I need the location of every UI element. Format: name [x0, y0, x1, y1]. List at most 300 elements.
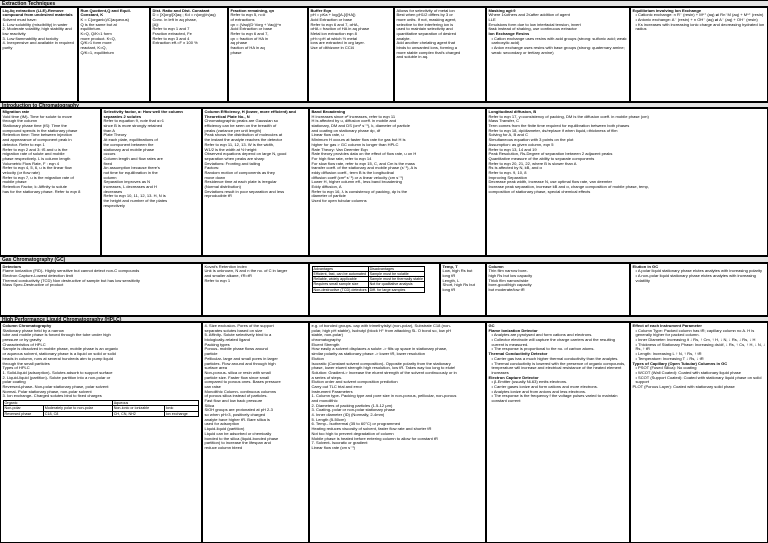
- longitudinal-title: Longitudinal diffusion, B: [488, 109, 537, 114]
- lle-box: [0, 7, 78, 102]
- text-line: Refer to eqn 1 and 7: [152, 26, 190, 32]
- dist-list: [153, 18, 226, 46]
- lle-list: [3, 18, 76, 51]
- text-line: (Normal distribution): [204, 184, 241, 189]
- text-line: Rate theory provides data on the effect of flow rate, u on H: [311, 151, 417, 157]
- text-line: Flame ionization (FID)- Highly sensitive but cannot detect non-C compounds: [2, 268, 140, 274]
- text-line: Q/K>1 form more: [80, 40, 112, 46]
- text-line: Linear flow rate, u: [311, 132, 344, 138]
- text-line: reactant, K=Q,: [80, 45, 107, 50]
- text-line: Emulsions form due to low interfacial tension, invert: [488, 21, 581, 27]
- text-line: Refer to eqn 17, γ=consistency of packing, DM is the diffusion coeff. in mobile phase (cm): [488, 113, 649, 119]
- text-line: Stationary phase held by a narrow: [2, 327, 64, 333]
- buffer-title: Buffer Eqn: [310, 7, 332, 13]
- text-line: biologically-related ligand: [204, 337, 250, 343]
- table-cell: Non-destructive (TCD) detectors: [313, 287, 367, 292]
- text-line: 1. Solid-liquid (adsorption)- Solutes adsorb to support surface: [2, 369, 113, 375]
- text-line: mobile phase: [2, 179, 27, 185]
- text-line: Liquid can be adsorbed or chemically: [204, 430, 272, 436]
- text-line: Refer to eqn 6 and 7,: [230, 30, 269, 36]
- text-line: 3. Ion exchange- Charged solutes bind to fixed charges: [2, 393, 102, 399]
- text-line: flask instead of shaking, use continuous extractor: [488, 26, 577, 32]
- text-line: particle: [204, 351, 218, 357]
- text-line: Lower H, higher column eff., less band broadening: [311, 179, 402, 185]
- column-title: Column: [488, 263, 504, 269]
- selectivity-list: [104, 119, 200, 208]
- kd-box: [78, 7, 150, 102]
- kovat-box: [202, 263, 309, 316]
- text-line: Q/K=1, equilibrium: [80, 49, 114, 55]
- text-line: a series of steps.: [311, 374, 343, 380]
- kd-formula: K = C(organic)/C(aqueous): [80, 16, 129, 22]
- hplc1-list: [3, 329, 200, 399]
- text-line: H is affected by u, diffusion coeff. in mobile and: [311, 118, 397, 124]
- bullet-item: • Anion exchange uses resins with base groups (strong: quaternary amine; weak: secondary or tertiary amine): [491, 45, 625, 55]
- text-line: Heating reduces viscosity of solvent, faster flow rate and shorter tR: [311, 426, 432, 432]
- table-cell: Efficient, fast, can be automated: [313, 271, 367, 276]
- text-line: 5. Affinity- Solute selectively bind to a: [204, 332, 272, 338]
- migration-title: Migration rate: [2, 109, 30, 114]
- text-line: analyte.: [396, 35, 411, 41]
- text-line: Characteristics of HPLC: [2, 341, 46, 347]
- hplc-phase-table: [3, 400, 199, 417]
- text-line: Eddy diffusion, A: [311, 184, 342, 189]
- text-line: Rate Theory: Van Deemter Eqn: [311, 146, 368, 152]
- gc2-bullets3: [489, 380, 628, 403]
- table-header: Aqueous: [112, 401, 198, 406]
- text-line: polar, high pH stable), Isobutyl (block H⁺ from attacking Si- O bond so, low pH: [311, 327, 452, 333]
- text-line: 4. Inner diameter (ID) (Normally, 2-4mm): [311, 412, 385, 418]
- text-line: 3. Coating- polar or non-polar stationary phase: [311, 407, 396, 413]
- gc2-box: [486, 322, 630, 543]
- text-line: Refer to eqn 16, λ is consistency of packing, dp is the: [311, 188, 408, 194]
- text-line: Quantitative measure of the ability to separate components: [488, 155, 595, 161]
- text-line: analyte have higher tR. Bare silica is: [204, 416, 270, 422]
- migration-box: [0, 108, 101, 256]
- elution-title: Elution in GC: [632, 263, 659, 269]
- text-line: Mass Transfer, C: [488, 118, 520, 124]
- bullet-item: • Cation exchange uses resins with acid groups (strong: sulfonic acid; weak: carboxylic acid): [491, 35, 628, 46]
- text-line: Refer to eqn 20, 21, 22, where B is slower than A: [488, 160, 577, 166]
- text-line: Refer to eqn 10, 11, 12, 13. H, N is: [103, 193, 166, 199]
- text-line: Rs is affected by N, kB, and α: [488, 165, 542, 171]
- frac-list: [231, 13, 306, 55]
- bullet-item: • Thickness of Stationary Phase: Increasing ds/df, ↓ Rs, ↑ Cs, ↑ H, ↓ N, ↓ Rs, ↑ tR: [635, 341, 766, 352]
- text-line: Solvent must have:: [2, 16, 37, 22]
- bullet-item: • Cationic exchange: n R⁻ (resin) + Mⁿ⁺ (aq) ⇌ Rn⁻M (aq) + Mⁿ⁺ (resin): [635, 12, 764, 18]
- text-line: Silica: [204, 402, 215, 408]
- text-line: 2. Liquid-liquid (partition)- Solute partition into a non-polar or: [2, 374, 111, 380]
- table-header: Advantages: [312, 266, 368, 271]
- table-cell: Moderately polar to non-polar: [43, 406, 112, 411]
- text-line: Extraction eff.=F x 100 %: [152, 40, 198, 46]
- text-line: Used for open tubular columns: [311, 198, 367, 204]
- text-line: Void time (tM)- Time for solute to move: [2, 113, 72, 119]
- text-line: composition of stationary phase, special chemical effects: [488, 188, 591, 194]
- text-line: Fraction extracted, Fe: [152, 30, 192, 36]
- text-line: high Rs but low capacity: [488, 272, 533, 278]
- text-line: compound spends in the stationary phase: [2, 127, 78, 133]
- dist-title: Dist. Ratio and Dist. Constant: [152, 7, 210, 13]
- text-line: Fast flow and low back pressure: [204, 398, 263, 403]
- text-line: Non-porous- silica or resin with small: [204, 369, 271, 375]
- text-line: and coating on stationary phase dp, df: [311, 127, 381, 133]
- text-line: 1. Low solubility (miscibility) in water: [2, 21, 68, 27]
- text-line: particle size. Faster flow since small: [204, 374, 270, 380]
- text-line: Instrument Parameters: [311, 388, 353, 394]
- text-line: Retention time: Time between injection: [2, 132, 73, 138]
- text-line: At each plate, equilibrations of: [103, 137, 158, 143]
- text-line: Separation improves as N: [103, 179, 151, 185]
- text-line: 4. Inexpensive and available in required purity: [2, 40, 74, 50]
- text-line: partition) to increase the lifespan and: [204, 440, 271, 446]
- text-line: Types of HPLC: [2, 365, 30, 371]
- text-line: W1/2 is the width at ½ height: [204, 146, 257, 152]
- text-line: tube and mobile phase is forced through the tube under high: [2, 332, 111, 338]
- text-line: Acid Extraction or base: [310, 16, 353, 22]
- text-line: pH<<pH at which ½ metal: [310, 35, 358, 41]
- equil-bullets: [633, 13, 766, 32]
- bullet-item: • SCOT (Support Coated): Coated with stationary liquid phase on solid support: [635, 374, 762, 385]
- bullet-item: • Length: Increasing L ↑ N, ↑ Rs, ↑ tR: [635, 351, 702, 357]
- text-line: Add another chelating agent that: [396, 40, 456, 46]
- text-line: Refer to eqn 5, n=#: [230, 12, 266, 18]
- migration-list: [3, 115, 99, 195]
- text-line: and smaller alkane, t'R=tR: [204, 272, 252, 278]
- bullet-item: • A non-polar liquid stationary phase elutes analytes with increasing volatility: [635, 272, 756, 283]
- table-cell: CH, CN, NH2: [112, 411, 164, 416]
- text-line: occurs: [103, 151, 116, 157]
- text-line: Electron Capture-Lowest detection limit: [2, 272, 73, 278]
- text-line: Deviations result in poor separation and less: [204, 188, 285, 194]
- text-line: eddy diffusion coeff., term B is the longitudinal: [311, 169, 394, 175]
- gc-detectors-title: Detectors: [2, 263, 22, 269]
- chromatography-header: Introduction to Chromatography: [0, 102, 768, 109]
- text-line: not time for equilibration in the: [103, 169, 158, 175]
- bullet-item: • Analytes are pyrolysed and form cations and electrons.: [491, 332, 593, 338]
- text-line: surface area: [204, 365, 227, 371]
- text-line: How easily a solvent displaces a solute -> fills up space in stationary phase,: [311, 346, 448, 352]
- text-line: column: [103, 174, 117, 180]
- equil-title: Equilibrium involving Ion Exchange: [632, 7, 702, 13]
- allow-list: [397, 9, 484, 61]
- text-line: bonded to the silica (liquid-bonded phase: [204, 435, 279, 441]
- text-line: Refer to eqn 2 and 3: tS and u is the: [2, 146, 68, 152]
- text-line: quantitative separation of desired: [396, 30, 457, 36]
- longitudinal-box: [486, 108, 768, 256]
- bullet-item: • Carrier gas has a much higher thermal conductivity than the analytes.: [491, 355, 619, 361]
- dist-formula: D = [X]org/[X]aq ; Kd = n(org)/n(aq): [152, 12, 216, 18]
- text-line: reproducible tR: [204, 193, 232, 199]
- text-line: 2. Moderate volatility, high stability and low reactivity: [2, 26, 72, 36]
- temp-title: Temp, T: [442, 263, 458, 269]
- text-line: Short, high Rs but: [442, 282, 475, 288]
- text-line: and soluble in aq.: [396, 54, 429, 60]
- frac-title: Fraction remaining, qn: [230, 7, 275, 13]
- text-line: stationary and mobile phase: [103, 146, 155, 152]
- bullet-item: • The response is the frequency f the voltage pulses varied to maintain constant current: [491, 393, 618, 403]
- text-line: Decrease peak width, increase N, use optimal flow rate, van deemter: [488, 179, 612, 185]
- bullet-item: • A polar liquid stationary phase elutes analytes with increasing polarity: [635, 268, 762, 274]
- masking-bullets: [489, 37, 628, 56]
- text-line: H increases since σ² increases, refer to eqn 11: [311, 113, 396, 119]
- text-line: For high flow rate, refer to eqn 14: [311, 155, 372, 161]
- table-cell: Ion exchange: [164, 411, 198, 416]
- text-line: bore-good/high capacity: [488, 282, 532, 288]
- text-line: so when pH>3, positively charged: [204, 412, 266, 418]
- text-line: reduce column bleed: [204, 444, 243, 450]
- text-line: For slow flow rate, refer to eqn 15, C, and Cm is the mass: [311, 160, 415, 166]
- text-line: beads in column, runs at several hundreds atm to pump liquid: [2, 355, 113, 361]
- bullet-item: • β-Emitter (usually Ni-63) emits electrons.: [491, 379, 568, 385]
- text-line: Solution: Gradient-> Increase the eluent strength of the solvent continuously or in: [311, 369, 457, 375]
- text-line: Refer to eqn 6 and 7, αHA,: [310, 21, 359, 27]
- text-line: Refer to equation 9, note that α>1: [103, 118, 164, 124]
- text-line: Normal- Polar stationary phase, non-polar solvent: [2, 388, 92, 394]
- text-line: used for adsorption: [204, 421, 240, 427]
- text-line: SiOH groups are protonated at pH 2-3: [204, 407, 273, 413]
- band-title: Band Broadening: [311, 109, 346, 114]
- text-line: Solving for A, B and C: [488, 132, 529, 138]
- text-line: Refer to eqn 13, 14 and 19: [488, 146, 537, 152]
- text-line: the height and number of the plates: [103, 198, 168, 204]
- gc-table-box: [309, 263, 440, 316]
- text-line: and monolithic: [311, 398, 338, 403]
- text-line: Linear flow rate (cm s⁻¹): [311, 444, 356, 450]
- text-line: of extractions: [230, 16, 255, 22]
- gc-detectors-list: [3, 269, 200, 288]
- text-line: Unk is unknown, N and n the no. of C in larger: [204, 268, 288, 274]
- text-line: Refer to eqn 11, 12, 13. W is the width,: [204, 141, 275, 147]
- bullet-item: • Analytes ionize and from anions and less electrons.: [491, 388, 587, 394]
- text-line: stable, non-polar): [311, 332, 343, 338]
- text-line: Reversed-phase- Non-polar stationary phase, polar solvent: [2, 383, 109, 389]
- text-line: Refer to eqn 7, u is the migration rate of: [2, 174, 74, 180]
- text-line: equilibrium.: [80, 26, 102, 32]
- text-line: Observed equations depend on large N, good: [204, 151, 287, 157]
- text-line: Column length and flow rates are: [103, 155, 163, 161]
- text-line: Q is the same but at: [80, 21, 117, 27]
- hplc1-title: Column Chromatography: [2, 323, 52, 328]
- bullet-item: • Anionic exchange: A⁻ (resin) + n OH⁻ (aq) ⇌ A⁻ (aq) + OH⁻ (resin): [635, 16, 758, 22]
- text-line: stationary, DM and DS (cm² s⁻¹), k, diameter of particle: [311, 123, 411, 129]
- effect-subtitle: Types of Capillary (Open Tubular) Columns in GC: [632, 360, 728, 366]
- allow-box: [394, 7, 486, 102]
- hplc2-list: [205, 324, 307, 451]
- bullet-item: • WCOT (Wall Coated): Coated with stationary liquid phase: [635, 369, 742, 375]
- text-line: of porous silica instead of particles.: [204, 393, 268, 399]
- text-line: [A]i: [152, 21, 159, 27]
- table-header: Disadvantages: [368, 266, 425, 271]
- text-line: peaks (variance per unit length): [204, 127, 262, 133]
- text-line: binds to unwanted ions, forming a: [396, 45, 458, 50]
- text-line: Liquid-liquid (partition): [204, 426, 245, 432]
- text-line: Length, L: [442, 277, 460, 283]
- table-header: Organic: [3, 401, 112, 406]
- text-line: selective to the interfering ion is: [396, 21, 454, 27]
- text-line: the component between the: [103, 141, 154, 147]
- text-line: Factors:: [204, 165, 220, 171]
- text-line: Where 1≤others and 2≤after addition of agent: [488, 12, 570, 18]
- text-line: Plate Theory: [103, 132, 127, 138]
- table-cell: Requires small sample size: [312, 282, 368, 287]
- table-cell: Non-ionic or ionizable: [112, 406, 164, 411]
- text-line: Conc. in left in aq phase,: [152, 16, 198, 22]
- table-cell: Reversed phase: [3, 411, 43, 416]
- text-line: Metal ion extraction eqn 8: [310, 30, 357, 36]
- text-line: long tR: [442, 286, 456, 292]
- selectivity-box: [101, 108, 202, 256]
- lle-title: Liq-liq extraction (LLE)-Remove compound from undesired materials: [2, 7, 73, 18]
- hplc3-list: [312, 324, 484, 451]
- text-line: Stationary phase time (tS): Time the: [2, 123, 68, 129]
- text-line: can raise: [204, 383, 221, 389]
- text-line: detector. Refer to eqn 1: [2, 141, 45, 147]
- text-line: fixed: [103, 160, 113, 166]
- text-line: Peak shows the distribution of molecules at: [204, 132, 283, 138]
- efficiency-list: [205, 119, 307, 199]
- kovat-list: [205, 265, 307, 284]
- text-line: qn = fraction of HA in: [230, 35, 269, 41]
- bullet-item: • Temperature: Increasing T ↓ Rs, ↓ tR: [635, 355, 704, 361]
- buffer-formula: pH = pKa + log([A-]/[HA]): [310, 12, 356, 18]
- text-line: the instant the analyte reaches the detector: [204, 137, 283, 143]
- text-line: Refer to eqn 3 and 4: [152, 35, 190, 41]
- text-line: Monolithic Column- continuous columns: [204, 388, 277, 394]
- text-line: more stable complex that's charged: [396, 49, 461, 55]
- text-line: efficiency can be seen on the breadth of: [204, 123, 277, 129]
- bullet-item: • Collector electrode will capture the charge carriers and the resulting current is measured.: [491, 337, 616, 347]
- buffer-list: [311, 18, 392, 51]
- efficiency-title: Column Efficiency, H (lower, more efficient) and Theoretical Plate No., N: [204, 109, 296, 119]
- text-line: An assumption because there's: [103, 165, 160, 171]
- text-line: Term comes from the finite time required for equilibration between both phases: [488, 123, 630, 129]
- text-line: Not too high to prevent degradation of column: [311, 430, 394, 436]
- efficiency-box: [202, 108, 309, 256]
- gc-header: Gas Chromatography (GC): [0, 256, 768, 263]
- text-line: Residence time at each plate is irregular: [204, 179, 277, 185]
- band-list: [312, 115, 484, 204]
- text-line: move down: [204, 174, 226, 180]
- text-line: αHA = fraction of HA in aq phase: [310, 26, 370, 32]
- column-box: [486, 263, 630, 316]
- text-line: phase: [230, 49, 242, 55]
- text-line: e.g. of bonded groups- cap with trimethylsilyl (non-polar), Substrate C18 (non-: [311, 323, 451, 328]
- text-line: Random motion of components as they: [204, 169, 275, 175]
- bullet-item: • PSOT (Fused Silica): No coating: [635, 365, 697, 371]
- text-line: particles. Flow around and through high: [204, 360, 276, 366]
- gc2-bullets2: [489, 357, 628, 376]
- kd-title: Run Quotient,Q and Equil. Constant, K: [80, 7, 131, 18]
- text-line: 6. Temp.- Isothermal (35 to 60°C) or programmed: [311, 421, 401, 427]
- equil-box: [630, 7, 768, 102]
- text-line: 7. Solvent- Isocratic or gradient: [311, 440, 368, 446]
- band-box: [309, 108, 486, 256]
- text-line: Minimum H occurs at faster flow rate for gas but H is: [311, 137, 406, 143]
- text-line: transfer coeff. of the stationary and mobile phase (s⁻¹), A is: [311, 165, 418, 171]
- text-line: qn = (Vaq/(D·Vorg + Vaq))^n: [230, 21, 282, 27]
- text-line: Eluent Strength: [311, 341, 340, 347]
- gc2-bullets: [489, 333, 628, 352]
- text-line: separates solutes based on size: [204, 327, 263, 333]
- text-line: Chromatographic peaks are Gaussian so: [204, 118, 279, 124]
- text-line: compared to porous ones. Bases pressure: [204, 379, 281, 385]
- text-line: Elution order and solvent composition prediction: [311, 379, 398, 385]
- text-line: fraction of HA in aq: [230, 45, 265, 50]
- text-line: increases, L decreases and H: [103, 184, 157, 189]
- temp-list: [443, 269, 484, 292]
- gc-detectors-box: [0, 263, 202, 316]
- text-line: Low, high Rs but: [442, 268, 473, 274]
- table-cell: Sample must be thermally stable: [369, 277, 424, 282]
- text-line: or aqueous solvent, stationary phase is a liquid on solid or solid: [2, 351, 116, 357]
- table-cell: Not for qualitative analysis: [368, 282, 425, 287]
- effect-bullets: [633, 329, 766, 362]
- text-line: through the small particles: [2, 360, 50, 366]
- frac-box: [228, 7, 308, 102]
- text-line: K>Q, Q/K<1 form: [80, 30, 112, 36]
- bullet-item: • Column Type: Packed column has tR; capillary column no A. H is generally higher for packed column.: [635, 327, 755, 338]
- text-line: decreases: [103, 188, 123, 194]
- text-line: 4. Size exclusion- Pores of the support: [204, 323, 274, 328]
- text-line: Best when pH1/2 differs by 3 or: [396, 12, 453, 18]
- text-line: Refer to eqn 4, 5, 6, u is the linear flow: [2, 165, 72, 171]
- text-line: Carry out TLC trial and error: [311, 383, 363, 389]
- table-cell: Non-polar: [3, 406, 43, 411]
- text-line: used to maintain selectivity and: [396, 26, 453, 32]
- gc2-subtitle: Flame Ionization Detector: [488, 327, 538, 333]
- text-line: 1. Column type- Packing type and pore size in non-porous, pellicular, non-porous: [311, 393, 457, 399]
- temp-box: [440, 263, 486, 316]
- table-cell: Ionic: [164, 406, 198, 411]
- text-line: phase respectively. L is column length: [2, 155, 71, 161]
- text-line: Acid Extraction or base: [230, 26, 273, 32]
- elution-bullets: [633, 269, 766, 283]
- kd-list: [81, 23, 148, 56]
- text-line: Assumption: as given column, eqn 5: [488, 141, 554, 147]
- bullet-item: • Inner Diameter: Increasing it ↓ Rs, ↑ Cm, ↑ H, ↓ N, ↓ Rs, ↓ Rs, ↓ H: [635, 337, 756, 343]
- text-line: Pellicular- large and small pores in larger: [204, 355, 278, 361]
- text-line: 5. Length (5-50cm): [311, 416, 346, 422]
- dist-box: [150, 7, 228, 102]
- text-line: Thin film narrow bore-: [488, 268, 528, 274]
- text-line: respectively: [103, 202, 125, 208]
- hplc3-box: [309, 322, 486, 543]
- column-list: [489, 269, 628, 292]
- effect-bullets2: [633, 366, 766, 385]
- text-line: chromatography: [311, 337, 341, 343]
- text-line: Retention Factor, k: Affinity to solute: [2, 184, 67, 189]
- text-line: higher for gas > GC column is longer than HPLC: [311, 141, 399, 147]
- text-line: Refer to eqn 18, dp/diameter, ds/replace if when liquid,=thickness of film: [488, 127, 618, 133]
- gc2-title: GC: [488, 323, 495, 328]
- text-line: and appearance of component peak in: [2, 137, 72, 143]
- table-cell: Reliable, widely applicable: [312, 277, 368, 282]
- hplc2-box: [202, 322, 309, 543]
- text-line: diameter of particle: [311, 193, 346, 199]
- text-line: more product. K<Q,: [80, 35, 116, 41]
- text-line: Packing types: [204, 341, 230, 347]
- text-line: than A: [103, 127, 115, 133]
- text-line: similar polarity as stationary phase -> lower tR, lower resolution: [311, 351, 425, 357]
- hplc-header: High Performance Liquid Chromatography (HPLC): [0, 316, 768, 323]
- text-line: separation when peaks are sharp: [204, 155, 265, 161]
- text-line: aq phase: [230, 40, 248, 46]
- text-line: Porous- mobile phase flows around: [204, 346, 268, 352]
- text-line: pressure or by gravity: [2, 337, 42, 343]
- selectivity-title: Selectivity factor, α: How well the column separates 2 solutes: [103, 109, 183, 119]
- text-line: long tR: [442, 272, 456, 278]
